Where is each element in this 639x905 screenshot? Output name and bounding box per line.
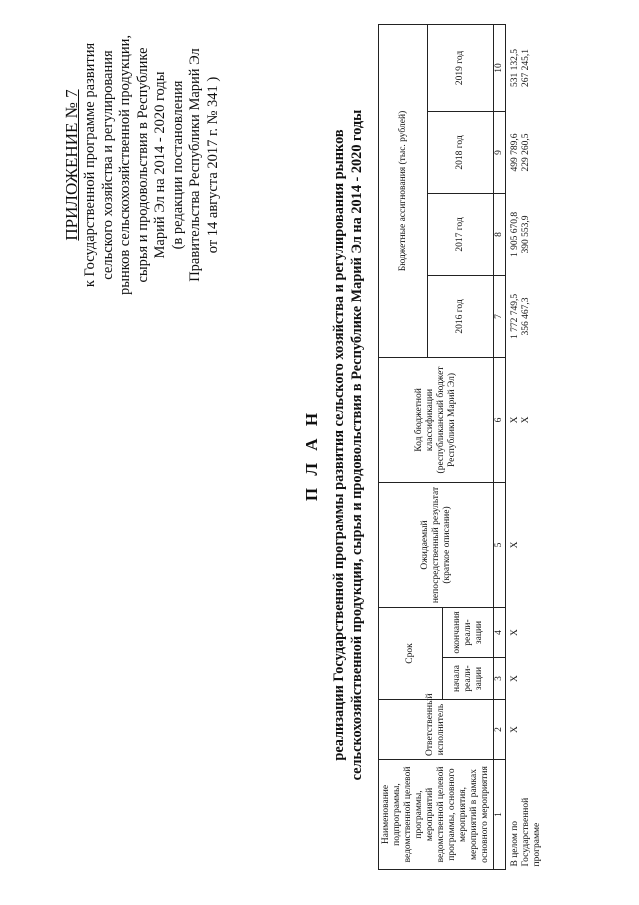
- appendix-block: [62, 20, 222, 310]
- appendix-line: Правительства Республики Марий Эл: [187, 48, 203, 282]
- header-result: Ожидаемый непосредственный результат (краткое описание): [379, 482, 494, 607]
- row-2016-republic: 356 467,3: [521, 297, 531, 336]
- row-2017-republic: 390 553,9: [521, 215, 531, 254]
- plan-subtitle-line: сельскохозяйственной продукции, сырья и продовольствия в Республике Марий Эл на 2014 - 2020 годы: [349, 109, 365, 781]
- col-number: 5: [494, 482, 506, 607]
- col-number: 3: [494, 658, 506, 700]
- row-2016: [506, 275, 546, 357]
- col-number: 2: [494, 700, 506, 760]
- row-executor: Х: [510, 726, 520, 733]
- col-number: 4: [494, 607, 506, 657]
- appendix-line: от 14 августа 2017 г. № 341 ): [204, 76, 221, 254]
- header-budget: Бюджетные ассигнования (тыс. рублей): [379, 24, 428, 357]
- appendix-line: Марий Эл на 2014 - 2020 годы: [152, 71, 168, 259]
- row-2018-total: 499 789,6: [510, 133, 520, 172]
- row-2019: [506, 24, 546, 111]
- col-number: 9: [494, 111, 506, 193]
- row-2017: [506, 193, 546, 275]
- row-2019-republic: 267 245,1: [521, 48, 531, 87]
- col-number: 7: [494, 275, 506, 357]
- row-start: Х: [510, 675, 520, 682]
- header-year-2019: 2019 год: [428, 24, 494, 111]
- appendix-title: ПРИЛОЖЕНИЕ № 7: [62, 89, 81, 241]
- row-2017-total: 1 905 670,8: [510, 211, 520, 258]
- appendix-line: сельского хозяйства и регулирования: [99, 50, 116, 280]
- plan-subtitle: [330, 25, 366, 865]
- header-term-end: окончания реали-зации: [443, 607, 494, 657]
- appendix-line: (в редакции постановления: [169, 80, 186, 250]
- row-2019-total: 531 132,5: [510, 48, 520, 87]
- row-code-line: Х: [521, 416, 531, 424]
- plan-table: [378, 24, 545, 870]
- row-code-line: Х: [510, 416, 520, 424]
- col-number: 8: [494, 193, 506, 275]
- column-number-row: [494, 24, 506, 869]
- row-name: В целом по Государственной программе: [510, 797, 542, 867]
- table-row: [506, 24, 546, 869]
- appendix-line: сырья и продовольствия в Республике: [134, 47, 151, 283]
- row-result: Х: [510, 541, 520, 549]
- plan-heading: П Л А Н: [302, 408, 321, 502]
- header-executor: Ответственный исполнитель: [379, 700, 494, 760]
- col-number: 10: [494, 24, 506, 111]
- row-end: Х: [510, 629, 520, 636]
- header-year-2018: 2018 год: [428, 111, 494, 193]
- row-2018: [506, 111, 546, 193]
- row-2018-republic: 229 260,5: [521, 133, 531, 172]
- col-number: 6: [494, 357, 506, 482]
- header-year-2016: 2016 год: [428, 275, 494, 357]
- header-code: Код бюджетной классификации (республиканский бюджет Республики Марий Эл): [379, 357, 494, 482]
- header-term-start: начала реали-зации: [443, 658, 494, 700]
- col-number: 1: [494, 760, 506, 870]
- header-term: Срок: [379, 607, 443, 699]
- header-name: Наименование подпрограммы, ведомственной целевой программы, мероприятий ведомственной целевой программы, основного мероприятия, мероприятий в рамках основного мероприятия: [379, 760, 494, 870]
- row-code: [506, 357, 546, 482]
- appendix-line: к Государственной программе развития: [82, 42, 98, 288]
- header-year-2017: 2017 год: [428, 193, 494, 275]
- plan-subtitle-line: реализации Государственной программы развития сельского хозяйства и регулирования рынков: [331, 129, 347, 761]
- row-2016-total: 1 772 749,5: [510, 293, 520, 340]
- appendix-line: рынков сельскохозяйственной продукции,: [117, 35, 133, 295]
- header-row-1: [379, 24, 428, 869]
